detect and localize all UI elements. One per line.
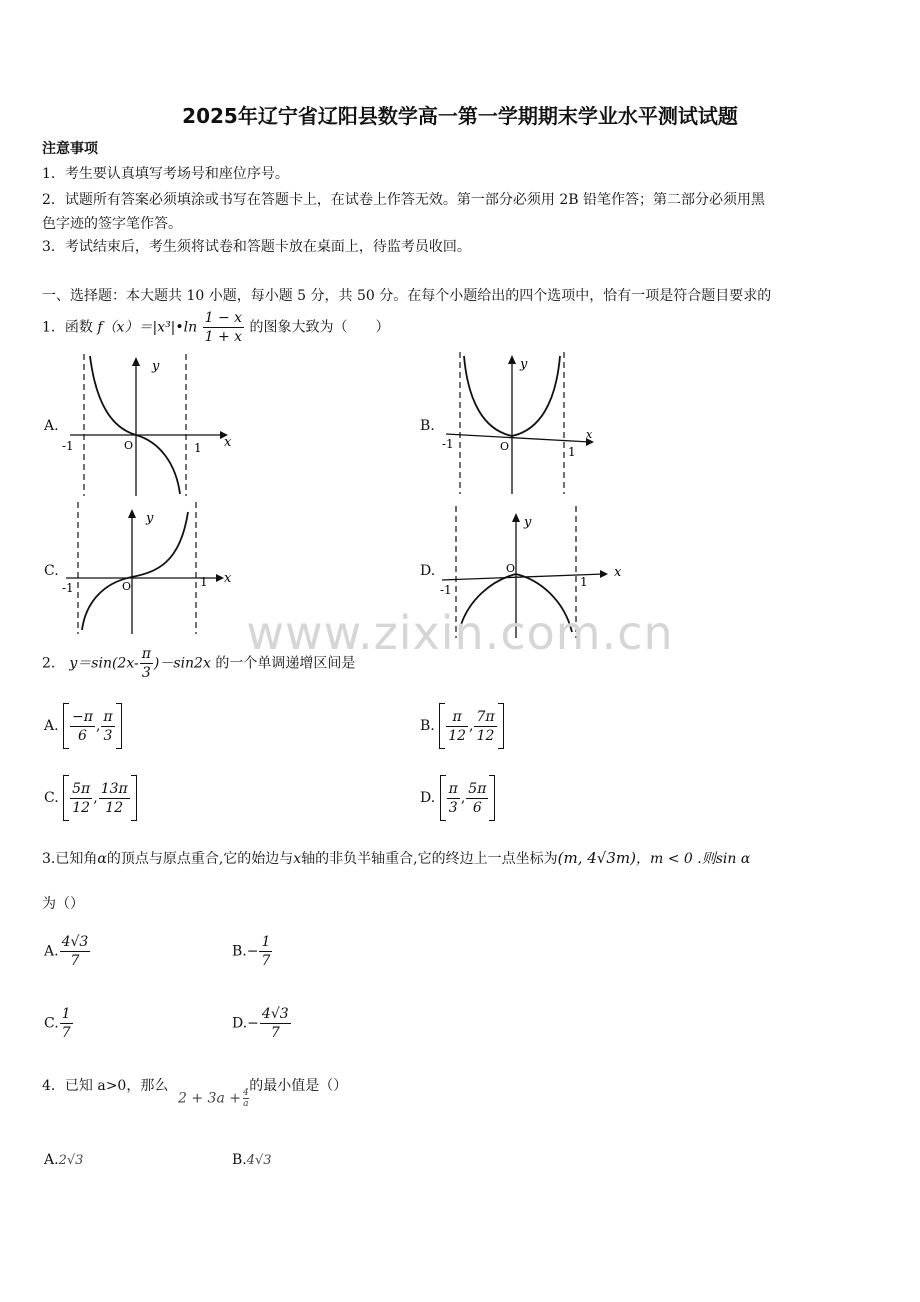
option-label: B. [232, 1152, 247, 1168]
right-bracket [498, 703, 504, 749]
option-c [44, 1005, 74, 1042]
origin-label: O [122, 580, 132, 593]
notice-heading: 注意事项 [42, 141, 98, 157]
q2-fraction [140, 645, 153, 682]
q3-condition: ，m < 0 .则 [635, 851, 716, 867]
watermark: www.zixin.com.cn [246, 606, 674, 660]
section-heading: 一、选择题：本大题共 10 小题，每小题 5 分，共 50 分。在每个小题给出的四个选项中，恰有一项是符合题目要求的 [42, 288, 772, 304]
numerator: −π [72, 708, 93, 725]
option-d: D. $\frac{\pi}{3}$ , $\frac{5\pi}{6}$ [420, 775, 495, 821]
option-c: C. $\frac{5\pi}{12}$ , $\frac{13\pi}{12}$ [44, 775, 137, 821]
q1-prefix: 1．函数 [42, 319, 93, 336]
left-bracket [63, 703, 69, 749]
denominator: 6 [472, 799, 482, 816]
option-d [232, 1005, 292, 1042]
x-arrow [216, 574, 224, 582]
option-fraction [259, 933, 272, 970]
option-b [232, 1152, 272, 1168]
right-bracket [489, 775, 495, 821]
numerator: π [446, 708, 468, 727]
question-3 [42, 848, 750, 868]
option-label: D. [420, 563, 436, 579]
numerator: 4√3 [261, 1006, 289, 1022]
interval-end [466, 780, 488, 817]
right-bracket [131, 775, 137, 821]
notice-item: 色字迹的签字笔作答。 [42, 216, 182, 232]
numerator: 1 [261, 934, 271, 950]
interval-end [99, 780, 130, 817]
notice-item: 1．考生要认真填写考场号和座位序号。 [42, 166, 289, 182]
x-label: x [224, 571, 232, 586]
q4-expression [178, 1088, 249, 1109]
y-label: y [520, 357, 528, 372]
q1-numerator: 1 − x [204, 310, 243, 326]
interval-start [446, 708, 468, 745]
option-a [44, 1152, 83, 1168]
pos-one-label: 1 [580, 575, 588, 589]
option-label: A. [44, 1152, 59, 1168]
q4-suffix: 的最小值是（） [249, 1078, 348, 1094]
option-label: B. [420, 418, 435, 434]
origin-label: O [506, 562, 516, 575]
origin-label: O [500, 440, 510, 453]
denominator: 3 [448, 799, 458, 816]
right-bracket [116, 703, 122, 749]
y-label: y [524, 515, 532, 530]
x-label: x [224, 435, 232, 450]
graph-b [440, 352, 610, 494]
denominator: a [243, 1099, 249, 1109]
y-arrow [132, 357, 140, 366]
option-label: A. [44, 943, 59, 960]
y-arrow [128, 509, 136, 518]
denominator: 3 [103, 727, 113, 744]
notice-item: 3．考试结束后，考生须将试卷和答题卡放在桌面上，待监考员收回。 [42, 239, 471, 255]
y-label: y [146, 511, 154, 526]
q3-text: 的顶点与原点重合,它的始边与 [106, 851, 294, 867]
left-bracket [440, 775, 446, 821]
numerator: 13π [100, 780, 128, 797]
q2-expr-a: y＝sin(2x- [69, 655, 139, 672]
q3-text: 3.已知角 [42, 851, 98, 867]
option-label: C. [44, 790, 59, 806]
option-b: B. $\frac{\pi}{12}$ , $\frac{7\pi}{12}$ [420, 703, 504, 749]
q1-function: f（x）＝|x³|•ln [97, 319, 198, 336]
interval-end [101, 708, 114, 745]
numerator: 4 [242, 1088, 249, 1098]
numerator: 5π [468, 780, 487, 797]
numerator: π [448, 780, 458, 797]
q2-expr-b: )－sin2x [153, 655, 211, 672]
numerator: 5π [72, 780, 91, 797]
option-label: C. [44, 563, 59, 579]
q2-pi: π [141, 646, 151, 662]
q3-point: (m, 4√3m) [557, 849, 636, 867]
numerator: 4√3 [61, 934, 89, 950]
q1-denominator: 1 + x [204, 329, 243, 345]
denominator: 7 [261, 953, 271, 969]
x-label: x [614, 565, 622, 580]
numerator: 7π [476, 708, 495, 725]
curve [90, 356, 180, 494]
option-b [232, 933, 273, 970]
interval-start [447, 780, 460, 817]
q4-expr-main: 2 + 3a + [178, 1090, 241, 1107]
question-2 [42, 645, 355, 682]
page-title: 2025年辽宁省辽阳县数学高一第一学期期末学业水平测试试题 [182, 104, 738, 128]
option-label: D. [420, 790, 436, 806]
question-1 [42, 309, 390, 346]
denominator: 12 [476, 727, 495, 744]
denominator: 7 [70, 953, 80, 969]
x-label: x [586, 428, 593, 441]
neg-one-label: -1 [440, 583, 452, 597]
y-label: y [152, 359, 160, 374]
numerator: 1 [61, 1006, 71, 1022]
option-a: A. $\frac{-\pi}{6}$ , $\frac{\pi}{3}$ [44, 703, 122, 749]
q3-text: 轴的非负半轴重合,它的终边上一点坐标为 [301, 851, 558, 867]
q3-line2: 为（） [42, 896, 84, 912]
option-value: 4√3 [246, 1153, 272, 1168]
option-label: C. [44, 1015, 59, 1032]
denominator: 6 [78, 727, 87, 744]
neg-one-label: -1 [62, 439, 74, 453]
neg-one-label: -1 [442, 437, 454, 451]
q3-alpha: α [97, 851, 107, 867]
denominator: 12 [105, 799, 124, 816]
graph-a [60, 354, 240, 496]
option-label: B.− [232, 943, 259, 960]
q3-x: x [293, 851, 302, 867]
option-fraction [60, 1005, 73, 1042]
pos-one-label: 1 [194, 441, 202, 455]
interval-start [70, 708, 95, 745]
origin-label: O [124, 439, 134, 452]
option-label: A. [44, 418, 59, 434]
q1-fraction [203, 309, 244, 346]
q1-suffix: 的图象大致为（ ） [249, 319, 390, 336]
y-arrow [508, 355, 516, 364]
denominator: 12 [72, 799, 91, 816]
numerator: π [103, 708, 113, 725]
y-arrow [512, 513, 520, 522]
option-label: D.− [232, 1015, 259, 1032]
option-a [44, 933, 91, 970]
q3-sin: sin α [715, 851, 751, 867]
x-arrow [600, 570, 608, 578]
interval-start [70, 780, 92, 817]
notice-item: 2．试题所有答案必须填涂或书写在答题卡上，在试卷上作答无效。第一部分必须用 2B 铅笔作答；第二部分必须用黑 [42, 192, 765, 208]
option-fraction [260, 1005, 291, 1042]
q4-expr-fraction [243, 1088, 249, 1109]
q2-three: 3 [141, 665, 151, 681]
interval-end [474, 708, 496, 745]
left-bracket [439, 703, 445, 749]
q2-prefix: 2． [42, 655, 65, 672]
option-fraction [60, 933, 91, 970]
pos-one-label: 1 [568, 445, 576, 459]
denominator: 7 [270, 1025, 280, 1041]
q2-suffix: 的一个单调递增区间是 [215, 655, 356, 672]
option-label: B. [420, 718, 435, 734]
denominator: 12 [448, 727, 467, 744]
pos-one-label: 1 [200, 575, 208, 589]
neg-one-label: -1 [62, 581, 74, 595]
option-value: 2√3 [58, 1153, 84, 1168]
left-bracket [63, 775, 69, 821]
q4-prefix: 4．已知 a>0，那么 [42, 1078, 169, 1094]
denominator: 7 [61, 1025, 71, 1041]
option-label: A. [44, 718, 59, 734]
